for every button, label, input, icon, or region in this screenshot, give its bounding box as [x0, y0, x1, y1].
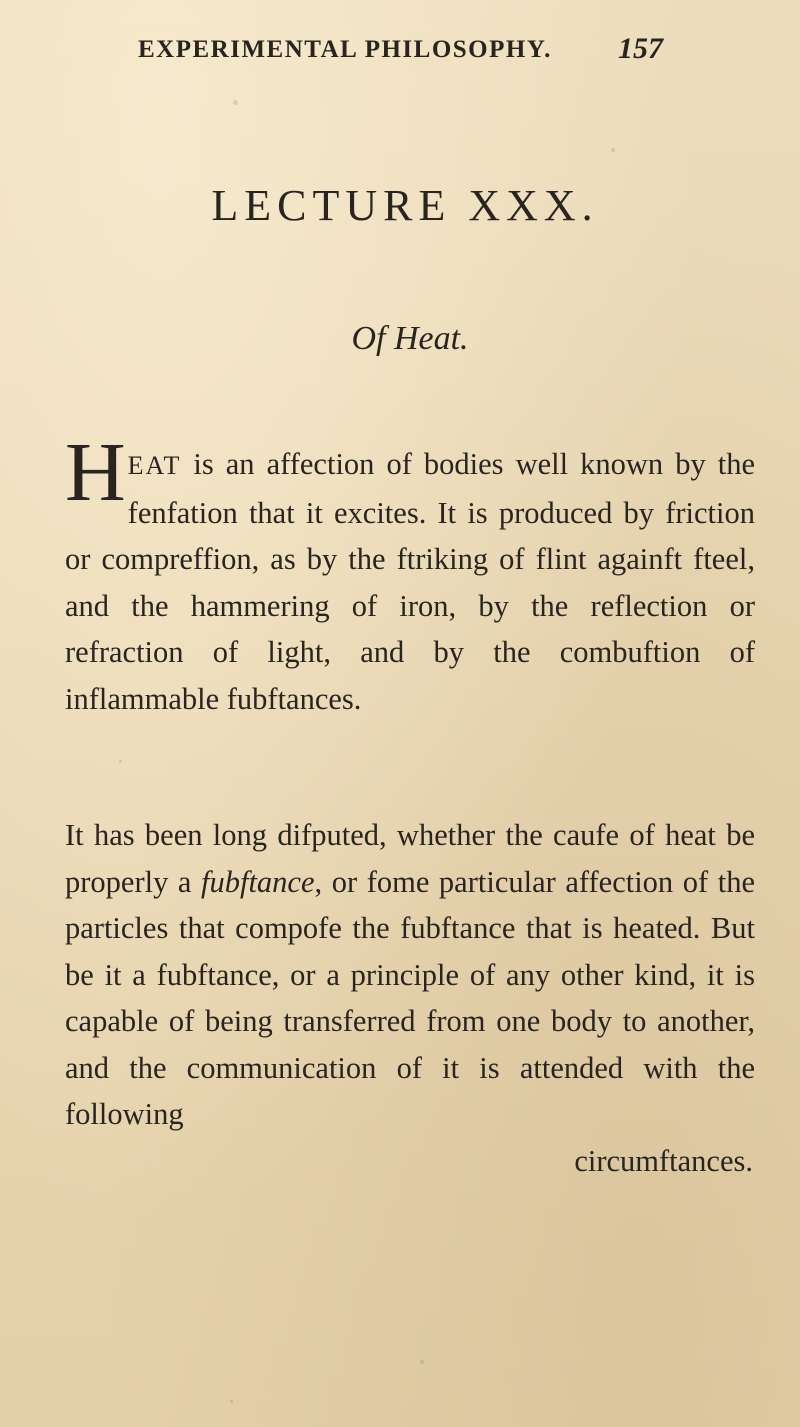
running-head — [0, 30, 800, 70]
paragraph-cause-of-heat — [65, 812, 755, 1184]
paper-speckle — [420, 1360, 424, 1364]
paper-speckle — [230, 1400, 233, 1403]
paper-speckle — [611, 148, 615, 152]
page-number: 157 — [618, 32, 663, 65]
running-title: EXPERIMENTAL PHILOSOPHY. — [138, 36, 552, 63]
paragraph-text: , or fome particular affection of the particles that compofe the fubftance that is heated. But be it a fubftance, or a principle of any other kind, it is capable of being transferred from one body to another, and the communication of it is attended with the following — [65, 864, 755, 1131]
opening-word-smallcaps: EAT — [127, 451, 182, 480]
paragraph-text: is an affection of bodies well known by the fenfation that it excites. It is produced by friction or compreffion, as by the ftriking of flint againft fteel, and the hammering of iron, by the reflection or refraction of light, and by the combuftion of inflammable fubftances. — [65, 447, 755, 716]
lecture-subtitle: Of Heat. — [351, 320, 469, 357]
paragraph-text: It has been long difputed, whether the caufe of heat be properly a — [65, 818, 755, 899]
drop-cap: H — [65, 426, 126, 519]
paper-speckle — [233, 100, 238, 105]
lecture-title: LECTURE XXX. — [211, 181, 599, 230]
italic-term: fubftance — [201, 864, 315, 899]
paragraph-heat-definition — [65, 426, 755, 722]
paper-speckle — [119, 760, 122, 763]
catchword-line: circumftances. — [574, 1143, 753, 1178]
